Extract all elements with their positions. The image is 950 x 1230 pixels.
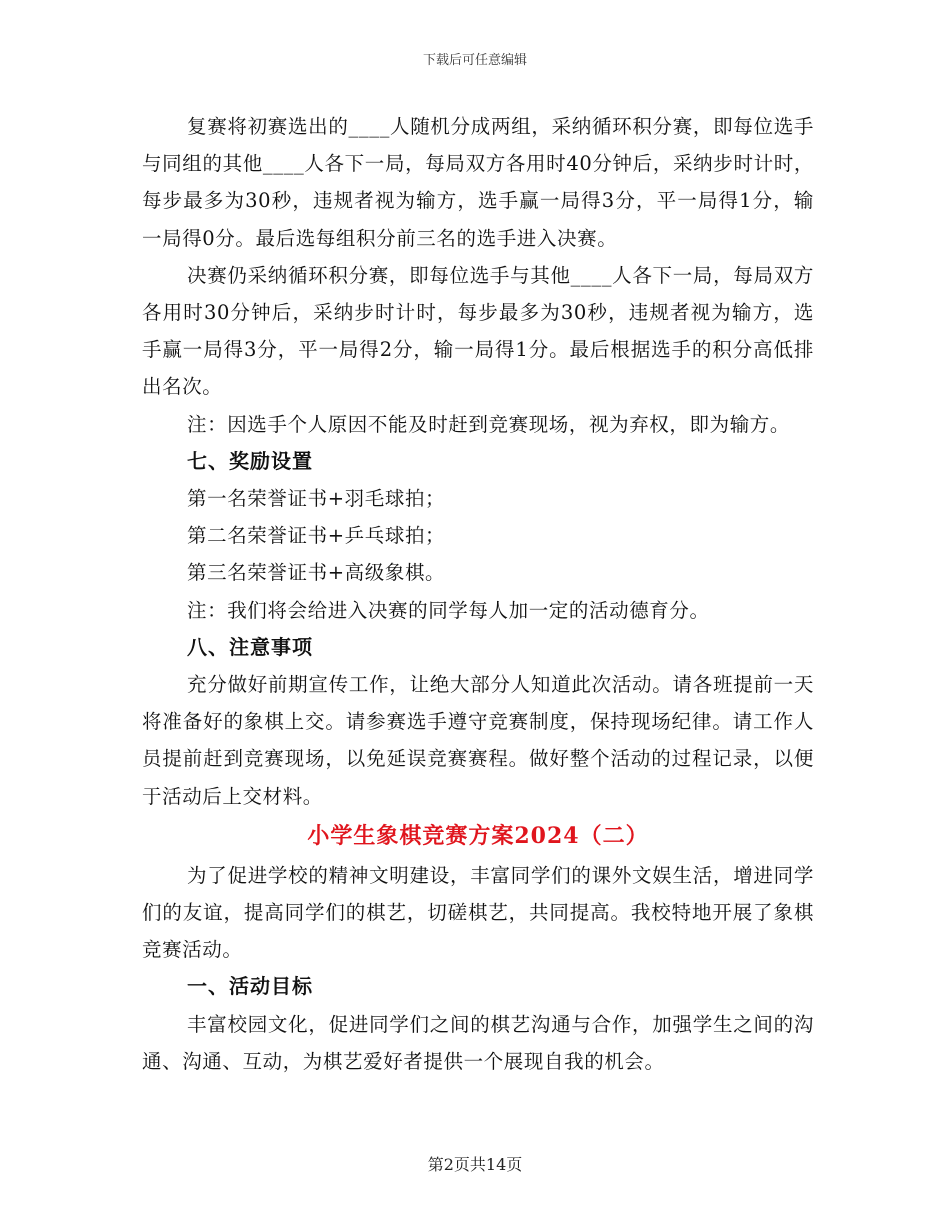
section-heading-goals: 一、活动目标 bbox=[187, 974, 313, 999]
award-first: 第一名荣誉证书+羽毛球拍； bbox=[187, 487, 446, 511]
award-third: 第三名荣誉证书+高级象棋。 bbox=[187, 561, 446, 585]
section-heading-awards: 七、奖励设置 bbox=[187, 448, 313, 473]
paragraph-intro: 为了促进学校的精神文明建设，丰富同学们的课外文娱生活，增进同学们的友谊，提高同学们的棋艺，切磋棋艺，共同提高。我校特地开展了象棋竞赛活动。 bbox=[142, 863, 814, 962]
document-title-part-two: 小学生象棋竞赛方案2024（二） bbox=[307, 822, 649, 849]
page-header: 下载后可任意编辑 bbox=[422, 53, 527, 68]
paragraph-precautions: 充分做好前期宣传工作，让绝大部分人知道此次活动。请各班提前一天将准备好的象棋上交。请参赛选手遵守竞赛制度，保持现场纪律。请工作人员提前赶到竞赛现场，以免延误竞赛赛程。做好整个活动的过程记录，以便于活动后上交材料。 bbox=[142, 673, 814, 808]
paragraph-note-forfeit: 注：因选手个人原因不能及时赶到竞赛现场，视为弃权，即为输方。 bbox=[187, 412, 791, 436]
paragraph-goals: 丰富校园文化，促进同学们之间的棋艺沟通与合作，加强学生之间的沟通、沟通、互动，为棋艺爱好者提供一个展现自我的机会。 bbox=[142, 1012, 814, 1073]
award-second: 第二名荣誉证书+乒乓球拍； bbox=[187, 524, 446, 548]
page-footer: 第2页共14页 bbox=[427, 1155, 523, 1174]
section-heading-notes: 八、注意事项 bbox=[187, 634, 313, 659]
paragraph-final: 决赛仍采纳循环积分赛，即每位选手与其他____人各下一局，每局双方各用时30分钟后，采纳步时计时，每步最多为30秒，违规者视为输方，选手赢一局得3分，平一局得2分，输一局得1分。最后根据选手的积分高低排出名次。 bbox=[142, 263, 814, 399]
award-note: 注：我们将会给进入决赛的同学每人加一定的活动德育分。 bbox=[187, 598, 710, 622]
paragraph-semifinal: 复赛将初赛选出的____人随机分成两组，采纳循环积分赛，即每位选手与同组的其他____人各下一局，每局双方各用时40分钟后，采纳步时计时，每步最多为30秒，违规者视为输方，选手赢一局得3分，平一局得1分，输一局得0分。最后选每组积分前三名的选手进入决赛。 bbox=[142, 115, 814, 250]
document-body bbox=[142, 108, 814, 1080]
